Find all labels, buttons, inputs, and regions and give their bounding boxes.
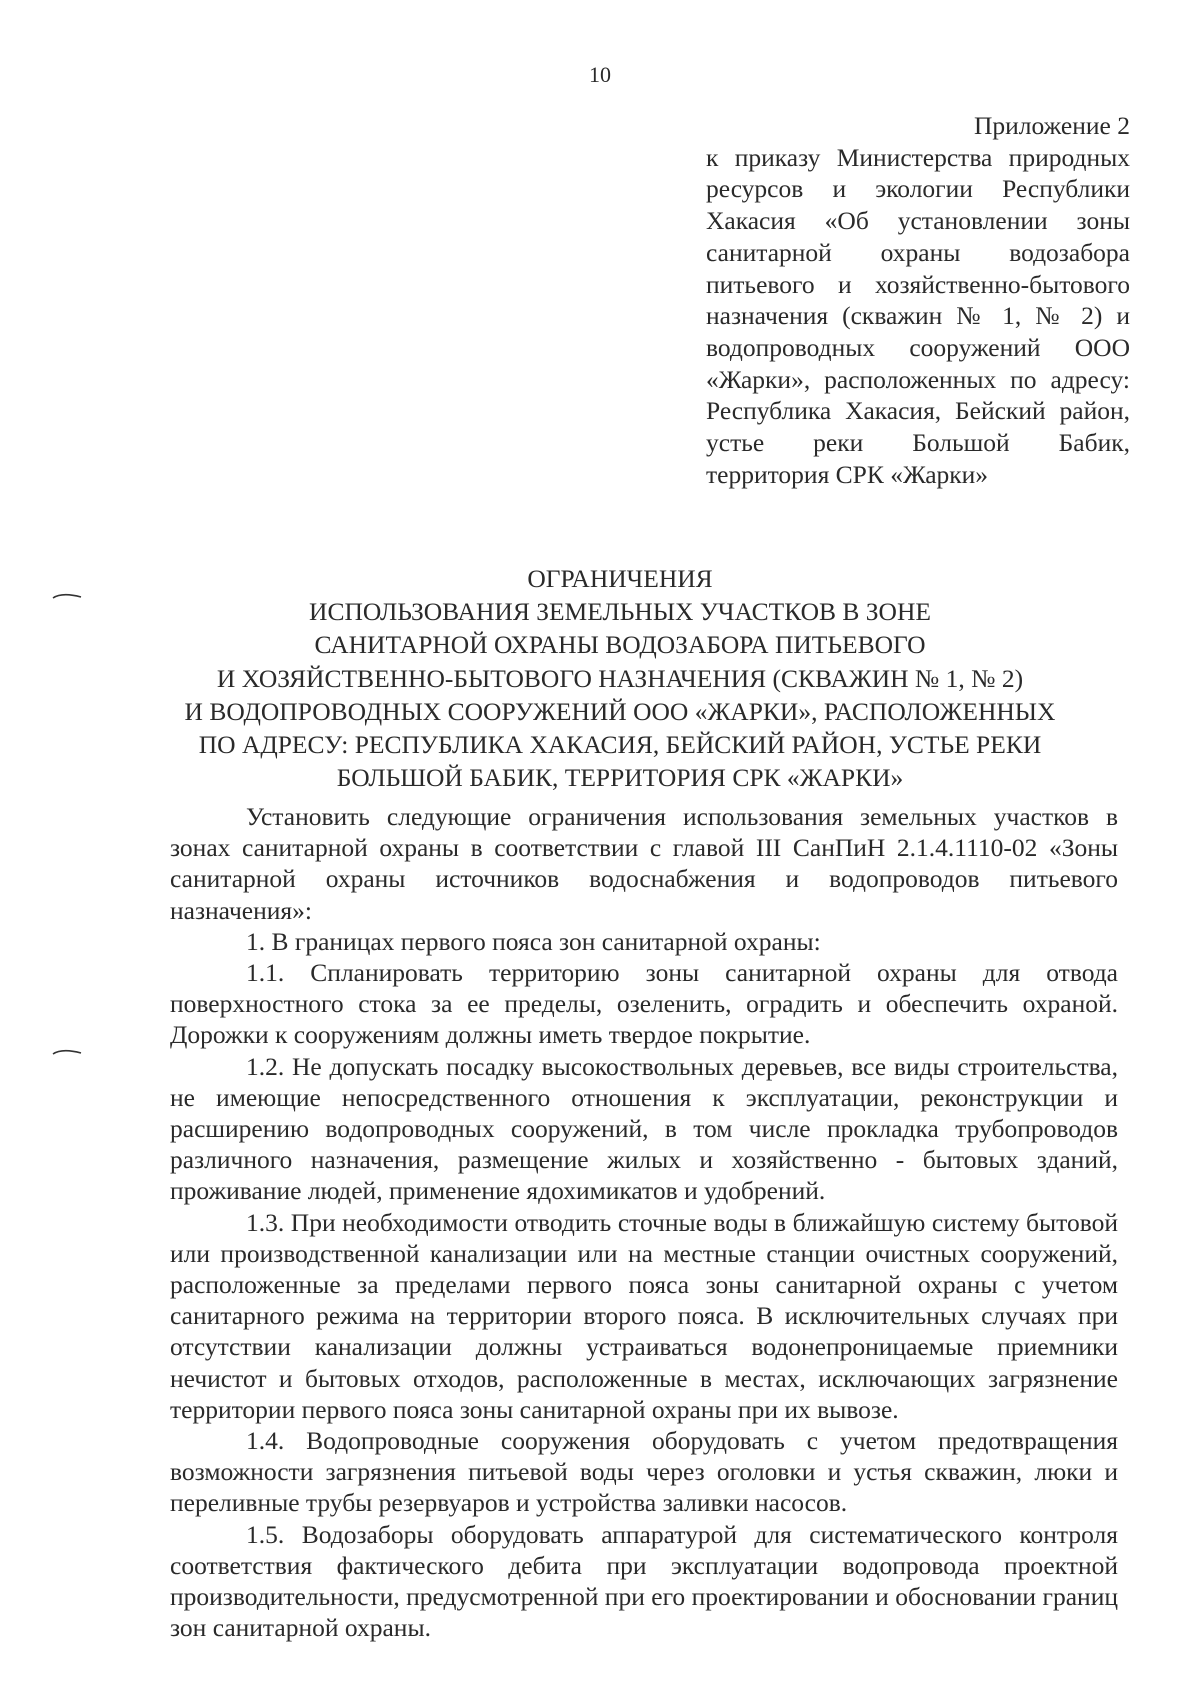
title-line: ОГРАНИЧЕНИЯ <box>527 564 713 593</box>
clause-paragraph: 1.5. Водозаборы оборудовать аппаратурой для систематического контроля соответствия фактического дебита при эксплуатации водопровода проектной производительности, предусмотренной при его проектировании и обосновании границ зон санитарной охраны. <box>170 1519 1118 1643</box>
appendix-text: к приказу Министерства природных ресурсов и экологии Республики Хакасия «Об установлении зоны санитарной охраны водозабора питьевого и хозяйственно-бытового назначения (скважин № 1, № 2) и водопроводных сооружений ООО «Жарки», расположенных по адресу: Республика Хакасия, Бейский район, устье реки Большой Бабик, территория СРК «Жарки» <box>706 142 1130 489</box>
title-line: БОЛЬШОЙ БАБИК, ТЕРРИТОРИЯ СРК «ЖАРКИ» <box>336 763 904 793</box>
punch-hole-mark <box>52 1048 82 1056</box>
title-line: И ХОЗЯЙСТВЕННО-БЫТОВОГО НАЗНАЧЕНИЯ (СКВАЖИН № 1, № 2) <box>216 663 1024 693</box>
clause-paragraph: 1.3. При необходимости отводить сточные воды в ближайшую систему бытовой или производственной канализации или на местные станции очистных сооружений, расположенные за пределами первого пояса зоны санитарной охраны с учетом санитарного режима на территории второго пояса. В исключительных случаях при отсутствии канализации должны устраиваться водонепроницаемые приемники нечистот и бытовых отходов, расположенные в местах, исключающих загрязнение территории первого пояса зоны санитарной охраны при их вывозе. <box>170 1207 1118 1424</box>
title-line: САНИТАРНОЙ ОХРАНЫ ВОДОЗАБОРА ПИТЬЕВОГО <box>314 630 926 660</box>
document-body <box>170 801 1118 1643</box>
title-line: ПО АДРЕСУ: РЕСПУБЛИКА ХАКАСИЯ, БЕЙСКИЙ РАЙОН, УСТЬЕ РЕКИ <box>198 730 1042 760</box>
section-heading: 1. В границах первого пояса зон санитарной охраны: <box>246 926 821 956</box>
clause-paragraph: 1.2. Не допускать посадку высокоствольных деревьев, все виды строительства, не имеющие непосредственного отношения к эксплуатации, реконструкции и расширению водопроводных сооружений, в том числе прокладка трубопроводов различного назначения, размещение жилых и хозяйственно - бытовых зданий, проживание людей, применение ядохимикатов и удобрений. <box>170 1051 1118 1206</box>
appendix-title: Приложение 2 <box>974 111 1130 140</box>
clause-paragraph: 1.4. Водопроводные сооружения оборудовать с учетом предотвращения возможности загрязнения питьевой воды через оголовки и устья скважин, люки и переливные трубы резервуаров и устройства заливки насосов. <box>170 1426 1118 1518</box>
title-line: И ВОДОПРОВОДНЫХ СООРУЖЕНИЙ ООО «ЖАРКИ», РАСПОЛОЖЕННЫХ <box>184 696 1056 726</box>
intro-paragraph: Установить следующие ограничения использования земельных участков в зонах санитарной охраны в соответствии с главой III СанПиН 2.1.4.1110-02 «Зоны санитарной охраны источников водоснабжения и водопроводов питьевого назначения»: <box>170 802 1118 925</box>
clause-paragraph: 1.1. Спланировать территорию зоны санитарной охраны для отвода поверхностного стока за ее пределы, озеленить, оградить и обеспечить охраной. Дорожки к сооружениям должны иметь твердое покрытие. <box>170 958 1118 1050</box>
document-title <box>140 562 1100 794</box>
page-number: 10 <box>589 62 611 87</box>
appendix-block <box>706 110 1130 490</box>
punch-hole-mark <box>52 592 82 600</box>
title-line: ИСПОЛЬЗОВАНИЯ ЗЕМЕЛЬНЫХ УЧАСТКОВ В ЗОНЕ <box>309 597 931 627</box>
